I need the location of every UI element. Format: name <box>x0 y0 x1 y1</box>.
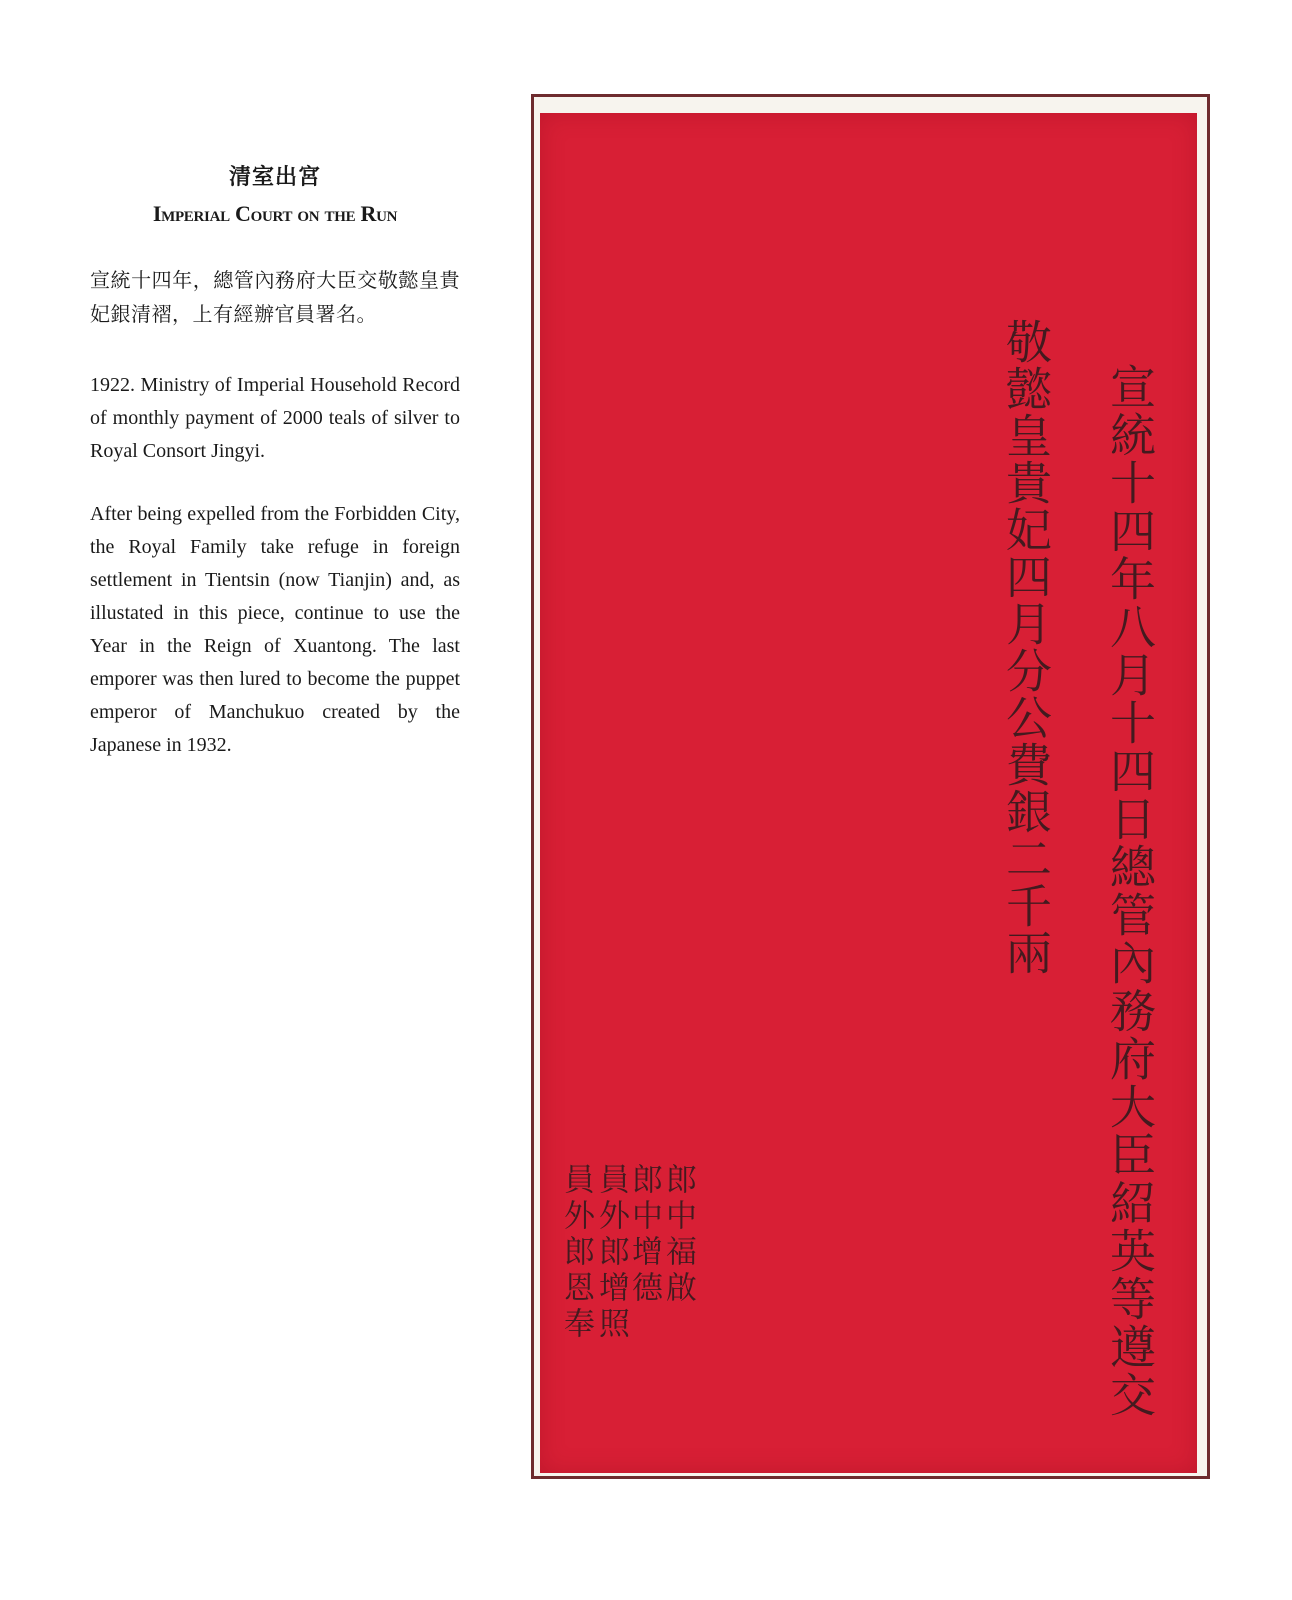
title-english: Imperial Court on the Run <box>152 201 398 226</box>
description-record: 1922. Ministry of Imperial Household Record of monthly payment of 2000 teals of silver to Royal Consort Jingyi. <box>90 374 460 462</box>
signature-official-2: 郎中增德 <box>626 1163 662 1307</box>
signature-official-1: 郎中福啟 <box>660 1163 696 1307</box>
signature-official-3: 員外郎增照 <box>593 1163 629 1343</box>
description-chinese: 宣統十四年，總管內務府大臣交敬懿皇貴妃銀清褶，上有經辦官員署名。 <box>90 268 460 326</box>
red-payment-document <box>540 113 1197 1473</box>
caption-panel <box>90 160 460 792</box>
title-chinese: 清室出宮 <box>228 165 321 190</box>
description-history: After being expelled from the Forbidden City, the Royal Family take refuge in foreign settlement in Tientsin (now Tianjin) and, as illustated in this piece, continue to use the Year in the Reign of Xuantong. The last emporer was then lured to become the puppet emperor of Manchukuo created by the Japanese in 1932. <box>90 503 460 756</box>
document-main-column: 宣統十四年八月十四日總管內務府大臣紹英等遵交 <box>1103 363 1157 1419</box>
signature-official-4: 員外郎恩奉 <box>558 1163 594 1343</box>
document-payment-column: 敬懿皇貴妃四月分公費銀二千兩 <box>999 318 1053 976</box>
